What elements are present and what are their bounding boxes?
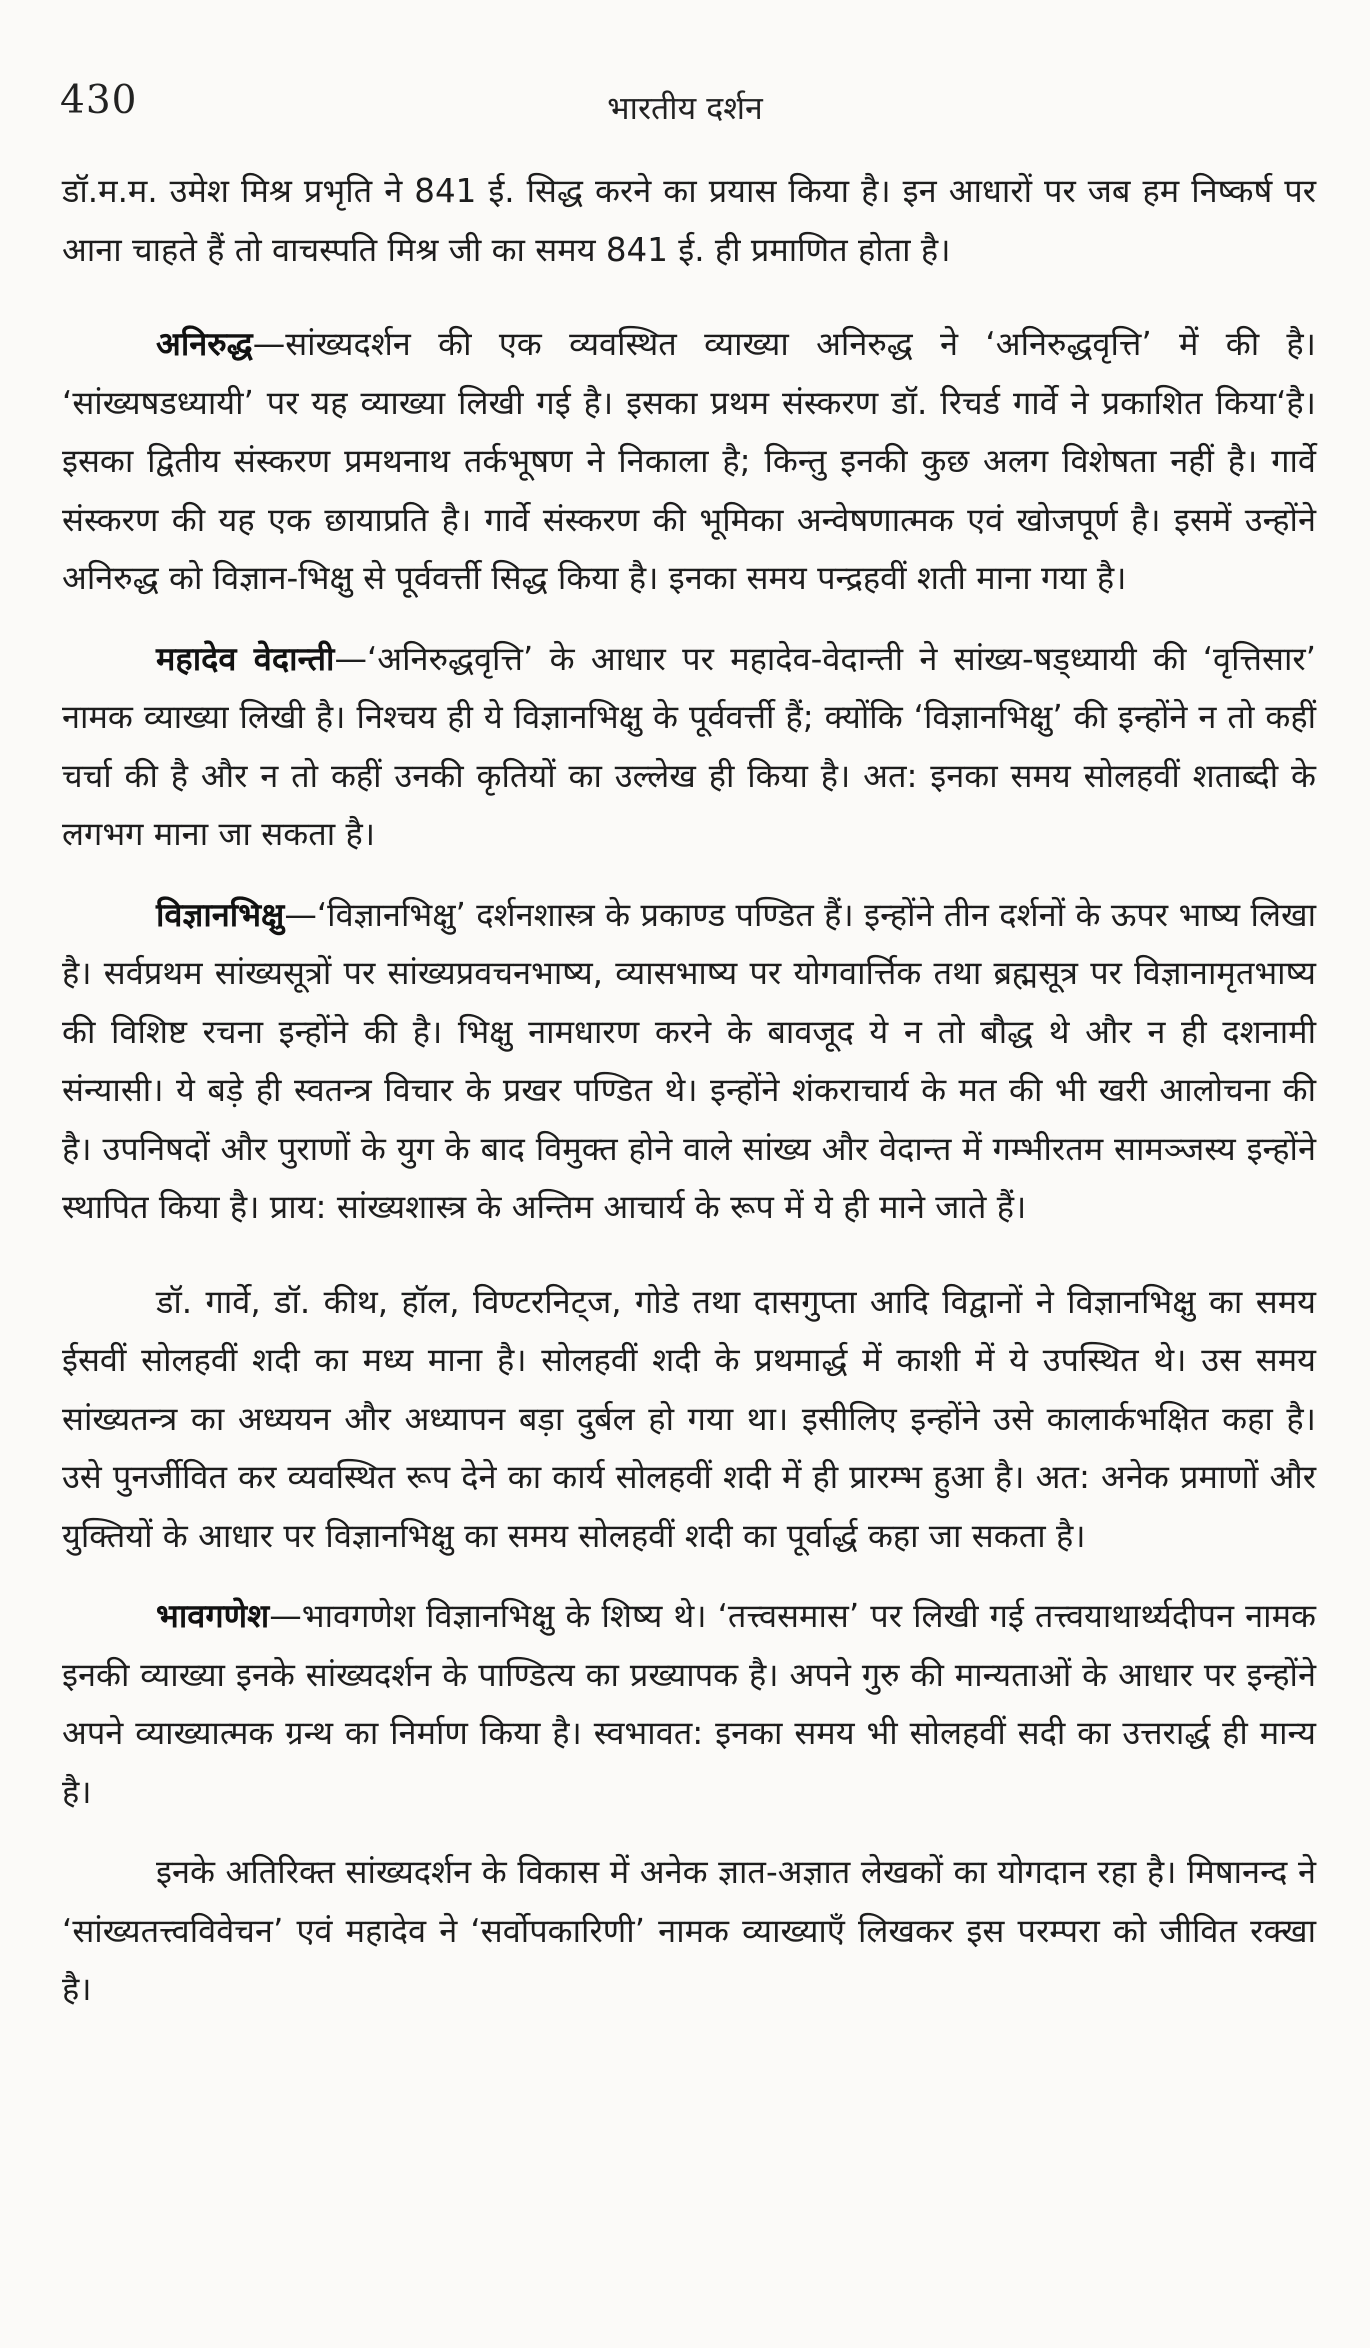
- term-bhavaganesha: भावगणेश: [156, 1597, 270, 1635]
- paragraph-text: —‘अनिरुद्धवृत्ति’ के आधार पर महादेव-वेदान्ती ने सांख्य-षड्ध्यायी की ‘वृत्तिसार’ नामक व्याख्या लिखी है। निश्चय ही ये विज्ञानभिक्षु के पूर्ववर्त्ती हैं; क्योंकि ‘विज्ञानभिक्षु’ की इन्होंने न तो कहीं चर्चा की है और न तो कहीं उनकी कृतियों का उल्लेख ही किया है। अत: इनका समय सोलहवीं शताब्दी के लगभग माना जा सकता है।: [62, 639, 1316, 853]
- paragraph-aniruddha: [62, 315, 1316, 608]
- paragraph-other-authors: [62, 1843, 1316, 2019]
- page-header: [60, 60, 1310, 130]
- running-title: भारतीय दर्शन: [607, 89, 763, 127]
- term-vijnanabhikshu: विज्ञानभिक्षु: [156, 895, 285, 934]
- paragraph-vachaspati-date: [62, 162, 1316, 279]
- paragraph-text: —भावगणेश विज्ञानभिक्षु के शिष्य थे। ‘तत्त्वसमास’ पर लिखी गई तत्त्वयाथार्थ्यदीपन नामक इनकी व्याख्या इनके सांख्यदर्शन के पाण्डित्य का प्रख्यापक है। अपने गुरु की मान्यताओं के आधार पर इन्होंने अपने व्याख्यात्मक ग्रन्थ का निर्माण किया है। स्वभावत: इनका समय भी सोलहवीं सदी का उत्तरार्द्ध ही मान्य है।: [62, 1597, 1316, 1811]
- paragraph-text: —सांख्यदर्शन की एक व्यवस्थित व्याख्या अनिरुद्ध ने ‘अनिरुद्धवृत्ति’ में की है। ‘सांख्यषडध्यायी’ पर यह व्याख्या लिखी गई है। इसका प्रथम संस्करण डॉ. रिचर्ड गार्वे ने प्रकाशित किया‘है। इसका द्वितीय संस्करण प्रमथनाथ तर्कभूषण ने निकाला है; किन्तु इनकी कुछ अलग विशेषता नहीं है। गार्वे संस्करण की यह एक छायाप्रति है। गार्वे संस्करण की भूमिका अन्वेषणात्मक एवं खोजपूर्ण है। इसमें उन्होंने अनिरुद्ध को विज्ञान-भिक्षु से पूर्ववर्त्ती सिद्ध किया है। इनका समय पन्द्रहवीं शती माना गया है।: [62, 325, 1316, 597]
- paragraph-mahadeva-vedanti: [62, 630, 1316, 864]
- paragraph-text: —‘विज्ञानभिक्षु’ दर्शनशास्त्र के प्रकाण्ड पण्डित हैं। इन्होंने तीन दर्शनों के ऊपर भाष्य लिखा है। सर्वप्रथम सांख्यसूत्रों पर सांख्यप्रवचनभाष्य, व्यासभाष्य पर योगवार्त्तिक तथा ब्रह्मसूत्र पर विज्ञानामृतभाष्य की विशिष्ट रचना इन्होंने की है। भिक्षु नामधारण करने के बावजूद ये न तो बौद्ध थे और न ही दशनामी संन्यासी। ये बड़े ही स्वतन्त्र विचार के प्रखर पण्डित थे। इन्होंने शंकराचार्य के मत की भी खरी आलोचना की है। उपनिषदों और पुराणों के युग के बाद विमुक्त होने वाले सांख्य और वेदान्त में गम्भीरतम सामञ्जस्य इन्होंने स्थापित किया है। प्राय: सांख्यशास्त्र के अन्तिम आचार्य के रूप में ये ही माने जाते हैं।: [62, 895, 1316, 1226]
- paragraph-vijnanabhikshu: [62, 886, 1316, 1237]
- paragraph-text: डॉ. गार्वे, डॉ. कीथ, हॉल, विण्टरनिट्ज, गोडे तथा दासगुप्ता आदि विद्वानों ने विज्ञानभिक्षु का समय ईसवीं सोलहवीं शदी का मध्य माना है। सोलहवीं शदी के प्रथमार्द्ध में काशी में ये उपस्थित थे। उस समय सांख्यतन्त्र का अध्ययन और अध्यापन बड़ा दुर्बल हो गया था। इसीलिए इन्होंने उसे कालार्कभक्षित कहा है। उसे पुनर्जीवित कर व्यवस्थित रूप देने का कार्य सोलहवीं शदी में ही प्रारम्भ हुआ है। अत: अनेक प्रमाणों और युक्तियों के आधार पर विज्ञानभिक्षु का समय सोलहवीं शदी का पूर्वार्द्ध कहा जा सकता है।: [62, 1282, 1316, 1555]
- paragraph-vijnanabhikshu-date: [62, 1273, 1316, 1566]
- term-aniruddha: अनिरुद्ध: [156, 325, 253, 363]
- term-mahadeva-vedanti: महादेव वेदान्ती: [156, 639, 335, 678]
- body-text: [62, 162, 1316, 2019]
- paragraph-bhavaganesha: [62, 1587, 1316, 1821]
- paragraph-text: डॉ.म.म. उमेश मिश्र प्रभृति ने 841 ई. सिद्ध करने का प्रयास किया है। इन आधारों पर जब हम निष्कर्ष पर आना चाहते हैं तो वाचस्पति मिश्र जी का समय 841 ई. ही प्रमाणित होता है।: [62, 172, 1316, 269]
- paragraph-text: इनके अतिरिक्त सांख्यदर्शन के विकास में अनेक ज्ञात-अज्ञात लेखकों का योगदान रहा है। मिषानन्द ने ‘सांख्यतत्त्वविवेचन’ एवं महादेव ने ‘सर्वोपकारिणी’ नामक व्याख्याएँ लिखकर इस परम्परा को जीवित रक्खा है।: [62, 1853, 1316, 2008]
- page-number: 430: [60, 78, 138, 123]
